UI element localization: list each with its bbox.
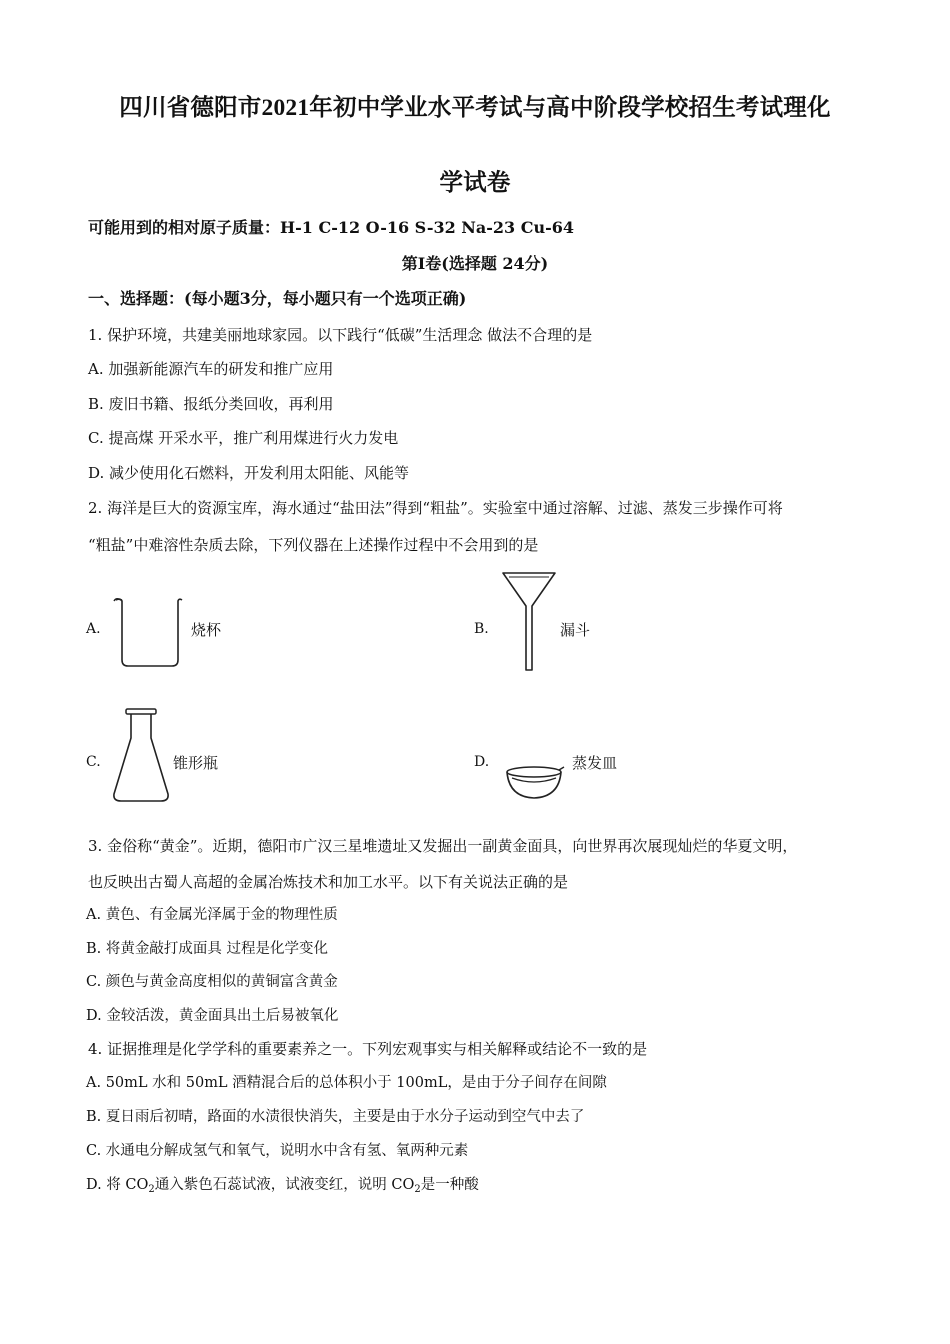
beaker-icon [110,594,186,672]
page-title-line1: 四川省德阳市2021年初中学业水平考试与高中阶段学校招生考试理化 [119,95,831,121]
q2-option-c-letter: C. [86,754,101,770]
section-header: 第Ⅰ卷(选择题 24分) [401,254,549,273]
funnel-icon [500,572,558,674]
q4-option-c: C. 水通电分解成氢气和氧气，说明水中含有氢、氧两种元素 [86,1143,469,1159]
atomic-masses: 可能用到的相对原子质量：H-1 C-12 O-16 S-32 Na-23 Cu-64 [88,218,575,237]
q4-option-d [86,1175,479,1200]
q3-option-c: C. 颜色与黄金高度相似的黄铜富含黄金 [86,974,338,990]
q4-option-d-pre: D. 将 CO [86,1177,149,1193]
q4-stem: 4. 证据推理是化学学科的重要素养之一。下列宏观事实与相关解释或结论不一致的是 [88,1040,648,1058]
q3-option-d: D. 金较活泼，黄金面具出土后易被氧化 [86,1008,339,1024]
q2-option-d-name: 蒸发皿 [572,754,618,772]
q1-option-d: D. 减少使用化石燃料，开发利用太阳能、风能等 [88,464,410,482]
q4-option-d-post: 是一种酸 [420,1177,479,1193]
q3-option-b: B. 将黄金敲打成面具 过程是化学变化 [86,941,328,957]
q3-stem-line2: 也反映出古蜀人高超的金属冶炼技术和加工水平。以下有关说法正确的是 [88,873,569,891]
q1-stem: 1. 保护环境，共建美丽地球家园。以下践行“低碳”生活理念 做法不合理的是 [88,326,593,344]
q4-option-b: B. 夏日雨后初晴，路面的水渍很快消失，主要是由于水分子运动到空气中去了 [86,1109,585,1125]
q2-option-a-name: 烧杯 [191,621,222,639]
q2-option-d-letter: D. [474,754,490,770]
q2-stem-line1: 2. 海洋是巨大的资源宝库，海水通过“盐田法”得到“粗盐”。实验室中通过溶解、过滤、蒸发三步操作可将 [88,499,783,517]
q4-option-d-mid: 通入紫色石蕊试液，试液变红，说明 CO [154,1177,415,1193]
q1-option-c: C. 提高煤 开采水平，推广利用煤进行火力发电 [88,429,399,447]
q3-option-a: A. 黄色、有金属光泽属于金的物理性质 [86,907,338,923]
q4-option-a: A. 50mL 水和 50mL 酒精混合后的总体积小于 100mL，是由于分子间存在间隙 [86,1075,607,1091]
q1-option-b: B. 废旧书籍、报纸分类回收，再利用 [88,395,334,413]
q2-option-c-name: 锥形瓶 [173,754,219,772]
co2-subscript-1: 2 [148,1184,155,1195]
q2-option-a-letter: A. [86,621,101,637]
q2-option-b-letter: B. [474,621,489,637]
page-title-line2: 学试卷 [439,170,511,196]
q3-stem-line1: 3. 金俗称“黄金”。近期，德阳市广汉三星堆遗址又发掘出一副黄金面具，向世界再次展现灿烂的华夏文明， [88,837,798,855]
q2-stem-line2: “粗盐”中难溶性杂质去除，下列仪器在上述操作过程中不会用到的是 [88,536,539,554]
co2-subscript-2: 2 [414,1184,421,1195]
evaporating-dish-icon [504,764,566,802]
part-header: 一、选择题：(每小题3分，每小题只有一个选项正确) [88,289,467,308]
conical-flask-icon [110,708,172,804]
q1-option-a: A. 加强新能源汽车的研发和推广应用 [88,360,334,378]
q2-option-b-name: 漏斗 [560,621,591,639]
